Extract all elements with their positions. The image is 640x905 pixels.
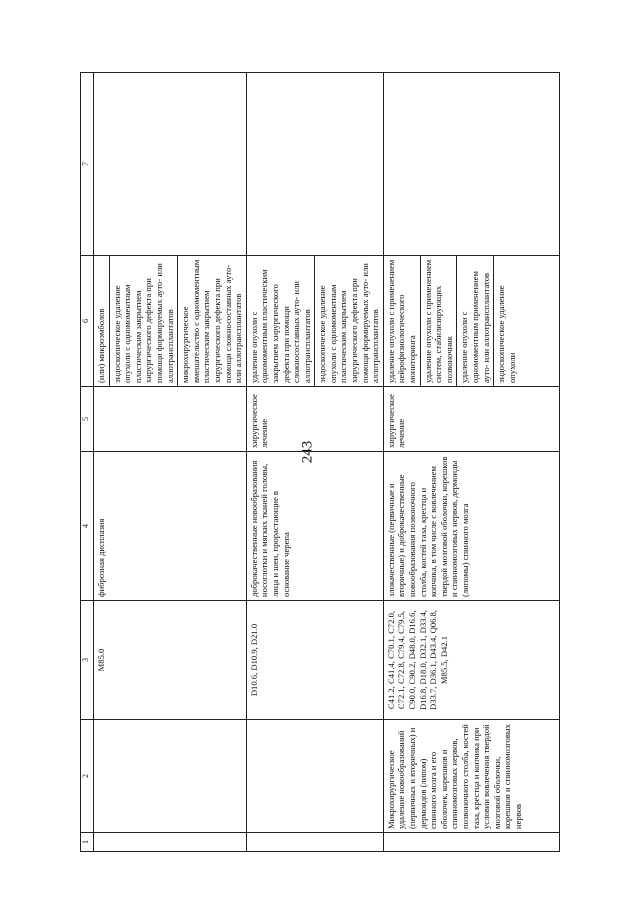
cell-codes: C41.2, C41.4, C70.1, C72.0, C72.1, C72.8, C79.4, C79.5, C90.0, C90.2, D48.0, D16.6, D16.8, D18.0, D32.1, D33.4, D33.7, D36.1, D43.4, Q06.8, M85.5, D42.1	[383, 601, 559, 720]
cell-index	[94, 833, 247, 852]
cell-col7	[94, 73, 247, 256]
header-col-3: 3	[81, 601, 94, 720]
method-item: эндоскопическое удаление опухоли с одномоментным пластическим закрытием хирургического дефекта при помощи формируемых ауто- или аллотрансплантатов	[110, 256, 179, 386]
cell-col7	[383, 73, 559, 256]
cell-methods	[246, 256, 383, 387]
cell-diagnosis: доброкачественные новообразования носоглотки и мягких тканей головы, лица и шеи, прорастающие в основание черепа	[246, 452, 383, 601]
cell-treatment: хирургическое лечение	[383, 387, 559, 452]
header-col-5: 5	[81, 387, 94, 452]
header-col-7: 7	[81, 73, 94, 256]
medical-table	[80, 72, 560, 852]
cell-name	[94, 720, 247, 833]
cell-index	[246, 833, 383, 852]
cell-methods	[94, 256, 247, 387]
header-col-2: 2	[81, 720, 94, 833]
page-number: 243	[299, 440, 316, 464]
method-item: эндоскопическое удаление опухоли с одномоментным пластическим закрытием хирургического дефекта при помощи формируемых ауто- или аллотрансплантатов	[317, 263, 381, 383]
cell-diagnosis: злокачественные (первичные и вторичные) и доброкачественные новообразования позвоночного столба, костей таза, крестца и копчика, в том числе с вовлечением твердой мозговой оболочки, корешков и спинномозговых нервов, дермоиды (липомы) спинного мозга	[383, 452, 559, 601]
method-item: удаление опухоли с применением систем, стабилизирующих позвоночник	[421, 256, 458, 386]
rotated-table-wrapper	[80, 80, 560, 852]
cell-col7	[246, 73, 383, 256]
method-item: микрохирургическое вмешательство с одномоментным пластическим закрытием хирургического дефекта при помощи сложносоставных ауто- или аллотрансплантатов	[180, 259, 244, 383]
cell-methods	[383, 256, 559, 387]
method-item: (или) микроэмболов	[94, 256, 110, 386]
table-row	[246, 73, 383, 852]
method-item: удаление опухоли с одномоментным пластическим закрытием хирургического дефекта при помощи сложносоставных ауто- или аллотрансплантатов	[247, 256, 316, 386]
header-col-4: 4	[81, 452, 94, 601]
cell-codes: M85.0	[94, 601, 247, 720]
method-item: удаление опухоли с одномоментным применением ауто- или аллотрансплантатов	[457, 256, 494, 386]
table-header-row	[81, 73, 94, 852]
cell-diagnosis: фиброзная дисплазия	[94, 452, 247, 601]
cell-treatment: хирургическое лечение	[246, 387, 383, 452]
table-row	[383, 73, 559, 852]
header-col-6: 6	[81, 256, 94, 387]
table-row	[94, 73, 247, 852]
header-col-1: 1	[81, 833, 94, 852]
method-item: удаление опухоли с применением нейрофизиологического мониторинга	[384, 256, 421, 386]
cell-name	[246, 720, 383, 833]
cell-codes: D10.6, D10.9, D21.0	[246, 601, 383, 720]
cell-name: Микрохирургическое удаление новообразований (первичных и вторичных) и дермоидов (липом) спинного мозга и его оболочек, корешков и спинномозговых нервов, позвоночного столба, костей таза, крестца и копчика при условии вовлечения твердой мозговой оболочки, корешков и спинномозговых нервов	[383, 720, 559, 833]
method-item: эндоскопическое удаление опухоли	[496, 285, 517, 383]
cell-index	[383, 833, 559, 852]
rotated-page-area	[80, 80, 560, 852]
cell-treatment	[94, 387, 247, 452]
